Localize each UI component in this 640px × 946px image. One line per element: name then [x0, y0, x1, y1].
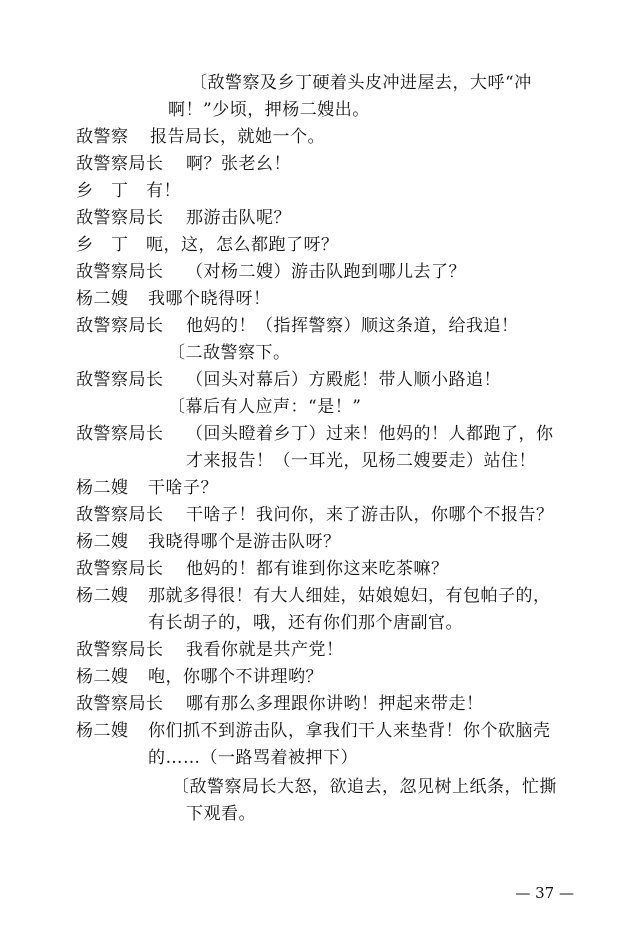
dialogue-line: [76, 207, 291, 229]
dialogue-line: [76, 720, 551, 742]
dialogue-continuation: 才来报告！（一耳光，见杨二嫂要走）站住！: [186, 451, 536, 471]
dialogue-line: [76, 153, 291, 175]
dialogue-line: [76, 423, 554, 445]
speaker-name: 敌警察局长: [76, 424, 164, 444]
dialogue-text: 我看你就是共产党！: [186, 640, 344, 660]
stage-direction: 〔敌警察局长大怒，欲追去，忽见树上纸条，忙撕: [172, 777, 557, 797]
dialogue-line: [76, 558, 449, 580]
speaker-name: 乡 丁: [76, 235, 129, 255]
dialogue-line: [76, 288, 271, 310]
speaker-name: 敌警察局长: [76, 505, 164, 525]
speaker-name: 杨二嫂: [76, 532, 129, 552]
speaker-name: 杨二嫂: [76, 289, 129, 309]
speaker-name: 敌警察局长: [76, 154, 164, 174]
dialogue-text: 那就多得很！有大人细娃，姑娘媳妇，有包帕子的，: [148, 586, 551, 606]
dialogue-line: [76, 477, 218, 499]
speaker-name: 杨二嫂: [76, 721, 129, 741]
stage-direction: 下观看。: [186, 804, 256, 824]
dialogue-line: [76, 639, 344, 661]
speaker-name: 敌警察局长: [76, 640, 164, 660]
dialogue-text: 我哪个晓得呀！: [148, 289, 271, 309]
dialogue-line: [76, 504, 554, 526]
dialogue-line: [76, 531, 341, 553]
dialogue-text: 报告局长，就她一个。: [150, 127, 325, 147]
dialogue-line: [76, 666, 323, 688]
speaker-name: 敌警察局长: [76, 559, 164, 579]
speaker-name: 敌警察局长: [76, 370, 164, 390]
dialogue-text: （回头瞪着乡丁）过来！他妈的！人都跑了，你: [186, 424, 554, 444]
speaker-name: 敌警察局长: [76, 316, 164, 336]
dialogue-line: [76, 234, 339, 256]
dialogue-continuation: 有长胡子的，哦，还有你们那个唐副官。: [148, 613, 463, 633]
dialogue-text: 干啥子？: [148, 478, 218, 498]
dialogue-text: （对杨二嫂）游击队跑到哪儿去了？: [186, 262, 466, 282]
dialogue-text: 呃，这，怎么都跑了呀？: [146, 235, 339, 255]
speaker-name: 杨二嫂: [76, 586, 129, 606]
dialogue-text: 有！: [146, 181, 181, 201]
speaker-name: 敌警察: [76, 127, 129, 147]
dialogue-text: 他妈的！（指挥警察）顺这条道，给我追！: [186, 316, 519, 336]
speaker-name: 乡 丁: [76, 181, 129, 201]
speaker-name: 敌警察局长: [76, 262, 164, 282]
dialogue-line: [76, 315, 519, 337]
dialogue-text: 他妈的！都有谁到你这来吃茶嘛？: [186, 559, 449, 579]
page-number: — 37 —: [515, 884, 574, 902]
dialogue-line: [76, 261, 466, 283]
dialogue-line: [76, 180, 181, 202]
speaker-name: 敌警察局长: [76, 694, 164, 714]
speaker-name: 敌警察局长: [76, 208, 164, 228]
dialogue-text: 啊？张老幺！: [186, 154, 291, 174]
dialogue-line: [76, 126, 325, 148]
speaker-name: 杨二嫂: [76, 667, 129, 687]
dialogue-line: [76, 369, 501, 391]
dialogue-continuation: 的……（一路骂着被押下）: [148, 748, 358, 768]
stage-direction: 〔二敌警察下。: [168, 343, 291, 363]
stage-direction: 啊！”少顷，押杨二嫂出。: [168, 100, 370, 120]
dialogue-text: 哪有那么多理跟你讲哟！押起来带走！: [186, 694, 484, 714]
dialogue-line: [76, 585, 551, 607]
dialogue-text: 我晓得哪个是游击队呀？: [148, 532, 341, 552]
dialogue-text: 咆，你哪个不讲理哟？: [148, 667, 323, 687]
stage-direction: 〔敌警察及乡丁硬着头皮冲进屋去，大呼“冲: [190, 73, 532, 93]
dialogue-text: 你们抓不到游击队，拿我们干人来垫背！你个砍脑壳: [148, 721, 551, 741]
speaker-name: 杨二嫂: [76, 478, 129, 498]
stage-direction: 〔幕后有人应声：“是！”: [168, 397, 362, 417]
dialogue-text: （回头对幕后）方殿彪！带人顺小路追！: [186, 370, 501, 390]
dialogue-text: 干啥子！我问你，来了游击队，你哪个不报告？: [186, 505, 554, 525]
dialogue-line: [76, 693, 484, 715]
dialogue-text: 那游击队呢？: [186, 208, 291, 228]
